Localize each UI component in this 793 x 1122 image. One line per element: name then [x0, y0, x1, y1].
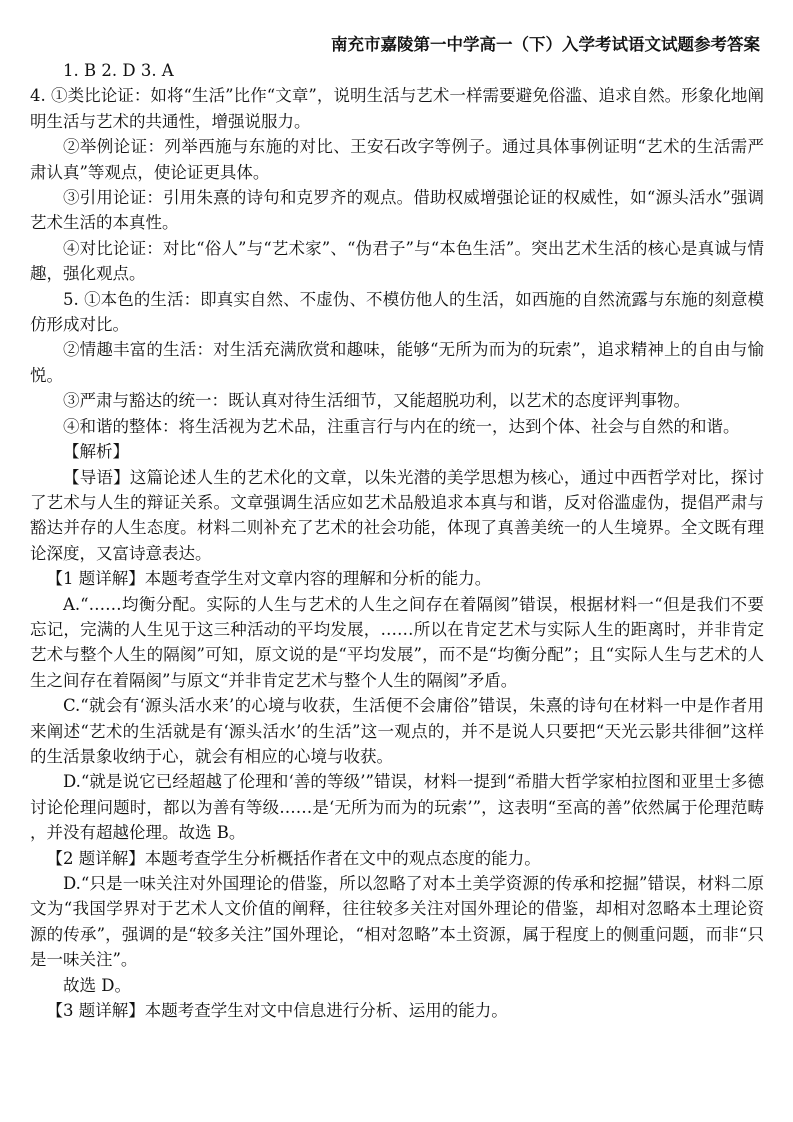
document-page: [30, 32, 764, 1023]
paragraph: 5. ①本色的生活：即真实自然、不虚伪、不模仿他人的生活，如西施的自然流露与东施的刻意模仿形成对比。: [30, 289, 764, 335]
paragraph: 【3 题详解】本题考查学生对文中信息进行分析、运用的能力。: [46, 1001, 508, 1021]
paragraph: ④和谐的整体：将生活视为艺术品，注重言行与内在的统一，达到个体、社会与自然的和谐。: [63, 416, 740, 436]
paragraph: 1. B 2. D 3. A: [63, 61, 174, 80]
paragraph: 【1 题详解】本题考查学生对文章内容的理解和分析的能力。: [46, 569, 492, 589]
paragraph: C.“就会有‘源头活水来’的心境与收获，生活便不会庸俗”错误，朱熹的诗句在材料一中是作者用来阐述“艺术的生活就是有‘源头活水’的生活”这一观点的，并不是说人只要把“天光云影共徘徊”这样的生活景象收纳于心，就会有相应的心境与收获。: [30, 696, 764, 766]
document-body: [30, 58, 764, 1023]
paragraph: ④对比论证：对比“俗人”与“艺术家”、“伪君子”与“本色生活”。突出艺术生活的核心是真诚与情趣，强化观点。: [30, 238, 764, 284]
paragraph: A.“……均衡分配。实际的人生与艺术的人生之间存在着隔阂”错误，根据材料一“但是我们不要忘记，完满的人生见于这三种活动的平均发展，……所以在肯定艺术与实际人生的距离时，并非肯定艺术与整个人生的隔阂”可知，原文说的是“平均发展”，而不是“均衡分配”；且“实际人生与艺术的人生之间存在着隔阂”与原文“并非肯定艺术与整个人生的隔阂”矛盾。: [30, 594, 764, 690]
paragraph: D.“只是一味关注对外国理论的借鉴，所以忽略了对本土美学资源的传承和挖掘”错误，材料二原文为“我国学界对于艺术人文价值的阐释，往往较多关注对国外理论的借鉴，却相对忽略本土理论资源的传承”，强调的是“较多关注”国外理论，“相对忽略”本土资源，属于程度上的侧重问题，而非“只是一味关注”。: [30, 874, 764, 970]
paragraph: ③引用论证：引用朱熹的诗句和克罗齐的观点。借助权威增强论证的权威性，如“源头活水”强调艺术生活的本真性。: [30, 188, 764, 233]
paragraph: 【解析】: [63, 442, 129, 462]
paragraph: 【导语】这篇论述人生的艺术化的文章，以朱光潜的美学思想为核心，通过中西哲学对比，探讨了艺术与人生的辩证关系。文章强调生活应如艺术品般追求本真与和谐，反对俗滥虚伪，提倡严肃与豁达并存的人生态度。材料二则补充了艺术的社会功能，体现了真善美统一的人生境界。全文既有理论深度，又富诗意表达。: [30, 467, 764, 563]
paragraph: 故选 D。: [63, 975, 131, 995]
paragraph: D.“就是说它已经超越了伦理和‘善的等级’”错误，材料一提到“希腊大哲学家柏拉图和亚里士多德讨论伦理问题时，都以为善有等级……是‘无所为而为的玩索’”，这表明“至高的善”依然属于伦理范畴，并没有超越伦理。故选 B。: [30, 772, 764, 843]
paragraph: ②情趣丰富的生活：对生活充满欣赏和趣味，能够“无所为而为的玩索”，追求精神上的自由与愉悦。: [30, 340, 764, 385]
paragraph: 【2 题详解】本题考查学生分析概括作者在文中的观点态度的能力。: [46, 848, 541, 868]
paragraph: 4. ①类比论证：如将“生活”比作“文章”，说明生活与艺术一样需要避免俗滥、追求自然。形象化地阐明生活与艺术的共通性，增强说服力。: [30, 86, 764, 131]
paragraph: ③严肃与豁达的统一：既认真对待生活细节，又能超脱功利，以艺术的态度评判事物。: [63, 391, 690, 411]
document-title: 南充市嘉陵第一中学高一（下）入学考试语文试题参考答案: [331, 35, 760, 54]
paragraph: ②举例论证：列举西施与东施的对比、王安石改字等例子。通过具体事例证明“艺术的生活需严肃认真”等观点，使论证更具体。: [30, 137, 764, 182]
